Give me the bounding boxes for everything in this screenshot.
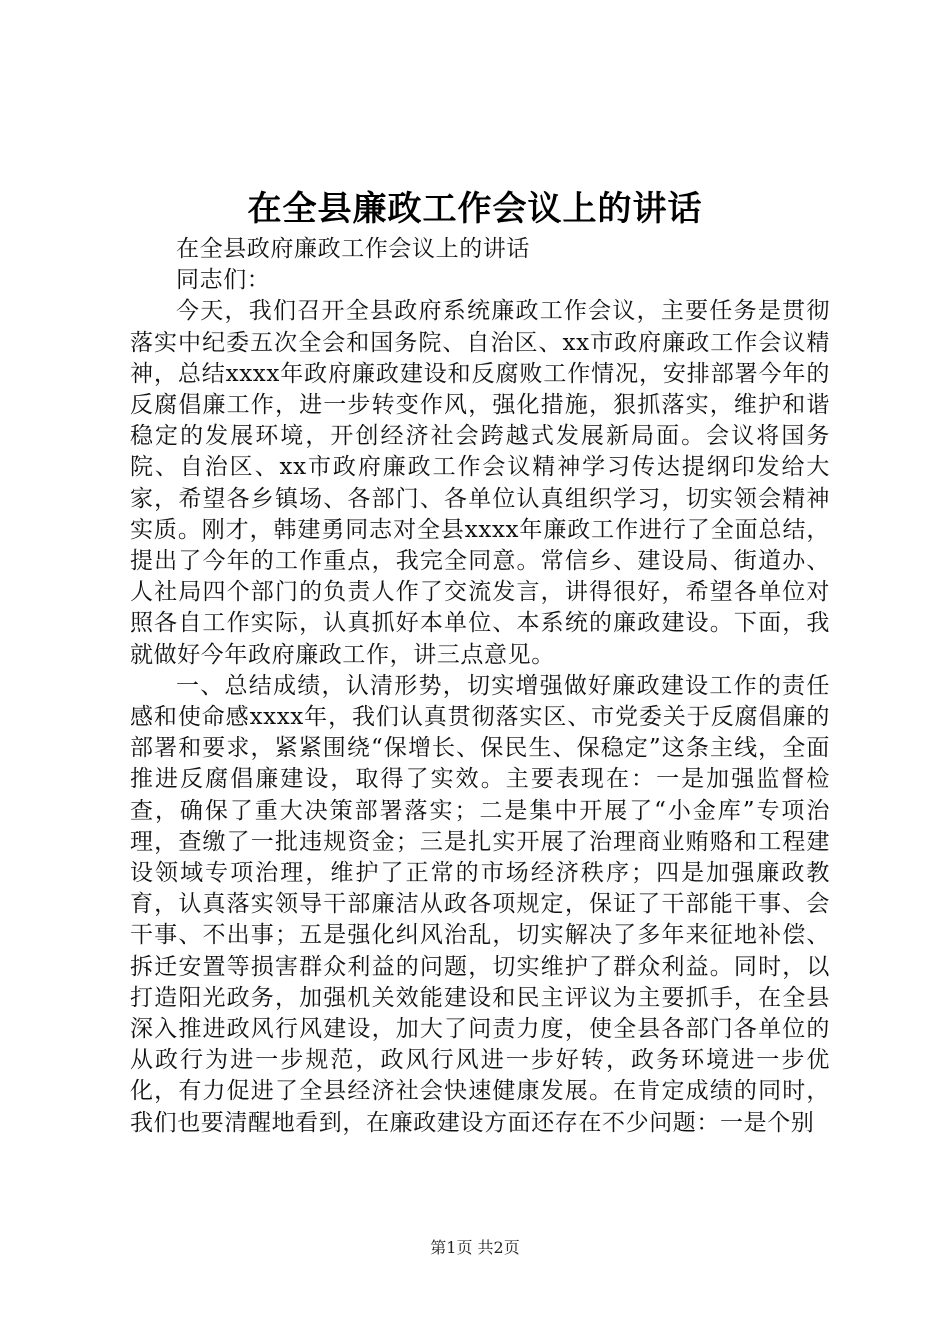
body-paragraph-intro: 今天，我们召开全县政府系统廉政工作会议，主要任务是贯彻落实中纪委五次全会和国务院、自治区、xx市政府廉政工作会议精神，总结xxxx年政府廉政建设和反腐败工作情况，安排部署今年的反腐倡廉工作，进一步转变作风，强化措施，狠抓落实，维护和谐稳定的发展环境，开创经济社会跨越式发展新局面。会议将国务院、自治区、xx市政府廉政工作会议精神学习传达提纲印发给大家，希望各乡镇场、各部门、各单位认真组织学习，切实领会精神实质。刚才，韩建勇同志对全县xxxx年廉政工作进行了全面总结，提出了今年的工作重点，我完全同意。常信乡、建设局、街道办、人社局四个部门的负责人作了交流发言，讲得很好，希望各单位对照各自工作实际，认真抓好本单位、本系统的廉政建设。下面，我就做好今年政府廉政工作，讲三点意见。 [130, 298, 830, 668]
subtitle-paragraph: 在全县政府廉政工作会议上的讲话 [176, 236, 530, 262]
document-title: 在全县廉政工作会议上的讲话 [247, 189, 703, 229]
document-body [130, 234, 830, 1139]
salutation-paragraph: 同志们： [176, 267, 271, 294]
page-number-footer: 第1页 共2页 [430, 1238, 520, 1257]
body-paragraph-section-one: 一、总结成绩，认清形势，切实增强做好廉政建设工作的责任感和使命感xxxx年，我们认真贯彻落实区、市党委关于反腐倡廉的部署和要求，紧紧围绕“保增长、保民生、保稳定”这条主线，全面推进反腐倡廉建设，取得了实效。主要表现在：一是加强监督检查，确保了重大决策部署落实；二是集中开展了“小金库”专项治理，查缴了一批违规资金；三是扎实开展了治理商业贿赂和工程建设领域专项治理，维护了正常的市场经济秩序；四是加强廉政教育，认真落实领导干部廉洁从政各项规定，保证了干部能干事、会干事、不出事；五是强化纠风治乱，切实解决了多年来征地补偿、拆迁安置等损害群众利益的问题，切实维护了群众利益。同时，以打造阳光政务，加强机关效能建设和民主评议为主要抓手，在全县深入推进政风行风建设，加大了问责力度，使全县各部门各单位的从政行为进一步规范，政风行风进一步好转，政务环境进一步优化，有力促进了全县经济社会快速健康发展。在肯定成绩的同时，我们也要清醒地看到，在廉政建设方面还存在不少问题：一是个别 [130, 672, 830, 1136]
